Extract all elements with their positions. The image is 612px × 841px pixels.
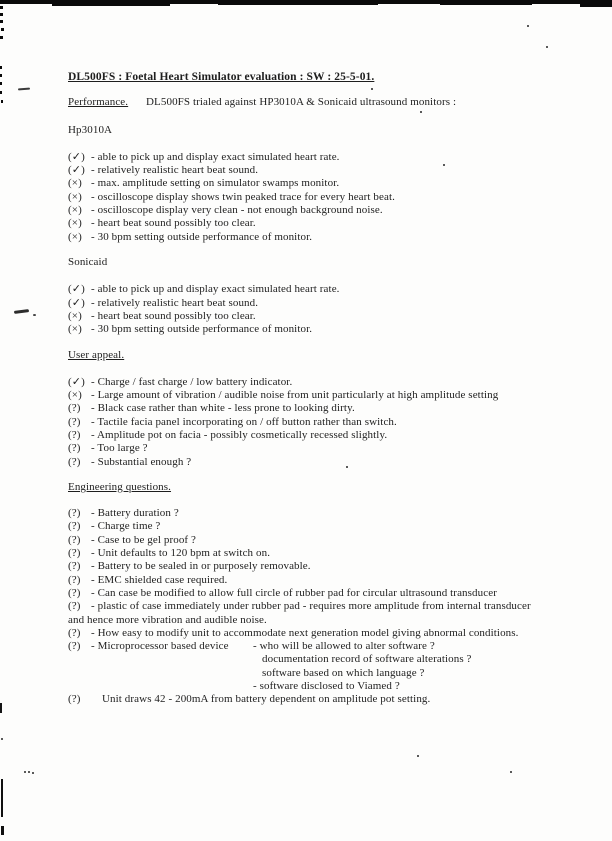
item-label: [68, 640, 253, 653]
sonicaid-item-list: [68, 283, 594, 336]
user-appeal-item-list: [68, 376, 594, 469]
software-sub-questions: [253, 640, 472, 693]
item-text: - heart beat sound possibly too clear.: [91, 309, 256, 322]
engineering-questions-heading: Engineering questions.: [68, 480, 172, 493]
hp3010a-heading: Hp3010A: [68, 123, 113, 136]
item-text: - Battery to be sealed in or purposely removable.: [91, 560, 311, 573]
result-mark: (×): [68, 323, 82, 336]
checklist-item: [68, 323, 594, 336]
item-text: Unit draws 42 - 200mA from battery dependent on amplitude pot setting.: [102, 693, 431, 706]
checklist-item: [68, 693, 594, 706]
user-appeal-heading: User appeal.: [68, 349, 125, 362]
item-text: - Large amount of vibration / audible noise from unit particularly at high amplitude setting: [91, 389, 499, 402]
checklist-item: [68, 534, 594, 547]
item-text: - heart beat sound possibly too clear.: [91, 217, 256, 230]
item-text: - plastic of case immediately under rubber pad - requires more amplitude from internal transducer: [91, 600, 531, 613]
item-text: - 30 bpm setting outside performance of monitor.: [91, 323, 313, 336]
scan-artifact-smudge: [33, 314, 36, 316]
item-text: - EMC shielded case required.: [91, 573, 228, 586]
checklist-item: [68, 151, 594, 164]
scan-artifact-left-edge: [0, 6, 3, 9]
checklist-item: [68, 574, 594, 587]
checklist-item: [68, 217, 594, 230]
checklist-item: [68, 627, 594, 640]
checklist-item: [68, 429, 594, 442]
scan-artifact: [218, 3, 378, 5]
checklist-item: [68, 547, 594, 560]
checklist-item: [68, 177, 594, 190]
result-mark: (×): [68, 230, 82, 243]
item-text: - Amplitude pot on facia - possibly cosmetically recessed slightly.: [91, 428, 388, 441]
item-text: - Unit defaults to 120 bpm at switch on.: [91, 547, 271, 560]
checklist-item: [68, 402, 594, 415]
performance-section-header: [68, 96, 594, 109]
document-content: [68, 71, 594, 719]
item-text: - Case to be gel proof ?: [91, 533, 197, 546]
item-text: - oscilloscope display shows twin peaked trace for every heart beat.: [91, 190, 395, 203]
item-text: - Battery duration ?: [91, 507, 179, 520]
item-text: - Charge / fast charge / low battery indicator.: [91, 375, 293, 388]
item-text: - Too large ?: [91, 442, 148, 455]
result-mark: (?): [68, 693, 81, 706]
item-text: - relatively realistic heart beat sound.: [91, 164, 259, 177]
scan-artifact: [440, 2, 532, 5]
performance-intro: DL500FS trialed against HP3010A & Sonicaid ultrasound monitors :: [146, 96, 457, 109]
scan-artifact-smudge: [14, 309, 29, 314]
item-text: - Substantial enough ?: [91, 455, 192, 468]
scan-artifact: [580, 3, 612, 7]
result-mark: (✓): [68, 164, 85, 177]
sub-question: - software disclosed to Viamed ?: [253, 679, 400, 692]
result-mark: (×): [68, 190, 82, 203]
scan-artifact-left-edge: [0, 703, 2, 713]
scan-artifact-bottom-edge: [1, 826, 4, 835]
sub-question: - who will be allowed to alter software ?: [253, 640, 435, 653]
item-text: - relatively realistic heart beat sound.: [91, 296, 259, 309]
item-text: - 30 bpm setting outside performance of monitor.: [91, 230, 313, 243]
result-mark: (?): [68, 560, 81, 573]
result-mark: (?): [68, 415, 81, 428]
result-mark: (✓): [68, 150, 85, 163]
scan-artifact: [52, 3, 170, 6]
checklist-item: [68, 507, 594, 520]
result-mark: (?): [68, 547, 81, 560]
result-mark: (✓): [68, 283, 85, 296]
item-text: - max. amplitude setting on simulator swamps monitor.: [91, 177, 340, 190]
item-text: - able to pick up and display exact simulated heart rate.: [91, 150, 340, 163]
checklist-item: [68, 191, 594, 204]
result-mark: (?): [68, 428, 81, 441]
result-mark: (×): [68, 217, 82, 230]
scan-artifact-smudge: [18, 88, 30, 91]
result-mark: (?): [68, 573, 81, 586]
result-mark: (×): [68, 309, 82, 322]
checklist-item: [68, 442, 594, 455]
item-text: - How easy to modify unit to accommodate next generation model giving abnormal conditions.: [91, 626, 519, 639]
result-mark: (×): [68, 389, 82, 402]
engineering-item-list: [68, 507, 594, 706]
checklist-item: [68, 283, 594, 296]
checklist-item: [68, 416, 594, 429]
checklist-item: [68, 310, 594, 323]
result-mark: (?): [68, 533, 81, 546]
checklist-item: [68, 231, 594, 244]
result-mark: (?): [68, 600, 81, 613]
item-text: - Tactile facia panel incorporating on / off button rather than switch.: [91, 415, 397, 428]
checklist-item: [68, 560, 594, 573]
item-text: - Charge time ?: [91, 520, 161, 533]
item-text: - Microprocessor based device: [91, 640, 229, 653]
result-mark: (?): [68, 586, 81, 599]
sonicaid-heading: Sonicaid: [68, 255, 108, 268]
item-text-continuation: and hence more vibration and audible noise.: [68, 613, 267, 626]
checklist-item: [68, 456, 594, 469]
checklist-item: [68, 520, 594, 533]
result-mark: (?): [68, 520, 81, 533]
document-title: DL500FS : Foetal Heart Simulator evaluation : SW : 25-5-01.: [68, 71, 375, 83]
scan-speck: [1, 738, 3, 740]
scan-artifact-bottom-edge: [1, 779, 3, 817]
checklist-item: [68, 164, 594, 177]
result-mark: (×): [68, 204, 82, 217]
checklist-item-microprocessor: [68, 640, 594, 693]
item-text: - Can case be modified to allow full circle of rubber pad for circular ultrasound transducer: [91, 586, 497, 599]
checklist-item: [68, 600, 594, 627]
item-text: - Black case rather than white - less prone to looking dirty.: [91, 402, 355, 415]
result-mark: (?): [68, 402, 81, 415]
hp3010a-item-list: [68, 151, 594, 244]
result-mark: (✓): [68, 375, 85, 388]
sub-question: documentation record of software alterations ?: [262, 653, 472, 666]
scan-speck: [546, 46, 548, 48]
result-mark: (?): [68, 442, 81, 455]
result-mark: (?): [68, 640, 81, 653]
result-mark: (×): [68, 177, 82, 190]
scan-speck: [24, 771, 26, 773]
scan-speck: [417, 755, 419, 757]
result-mark: (?): [68, 626, 81, 639]
scan-speck: [527, 25, 529, 27]
result-mark: (?): [68, 507, 81, 520]
scan-speck: [510, 771, 512, 773]
checklist-item: [68, 587, 594, 600]
item-text: - able to pick up and display exact simulated heart rate.: [91, 283, 340, 296]
checklist-item: [68, 376, 594, 389]
checklist-item: [68, 389, 594, 402]
item-text: - oscilloscope display very clean - not enough background noise.: [91, 204, 383, 217]
sub-question: software based on which language ?: [262, 666, 425, 679]
scan-artifact-left-edge: [0, 66, 2, 69]
checklist-item: [68, 297, 594, 310]
result-mark: (?): [68, 455, 81, 468]
performance-label: Performance.: [68, 96, 129, 109]
result-mark: (✓): [68, 296, 85, 309]
checklist-item: [68, 204, 594, 217]
